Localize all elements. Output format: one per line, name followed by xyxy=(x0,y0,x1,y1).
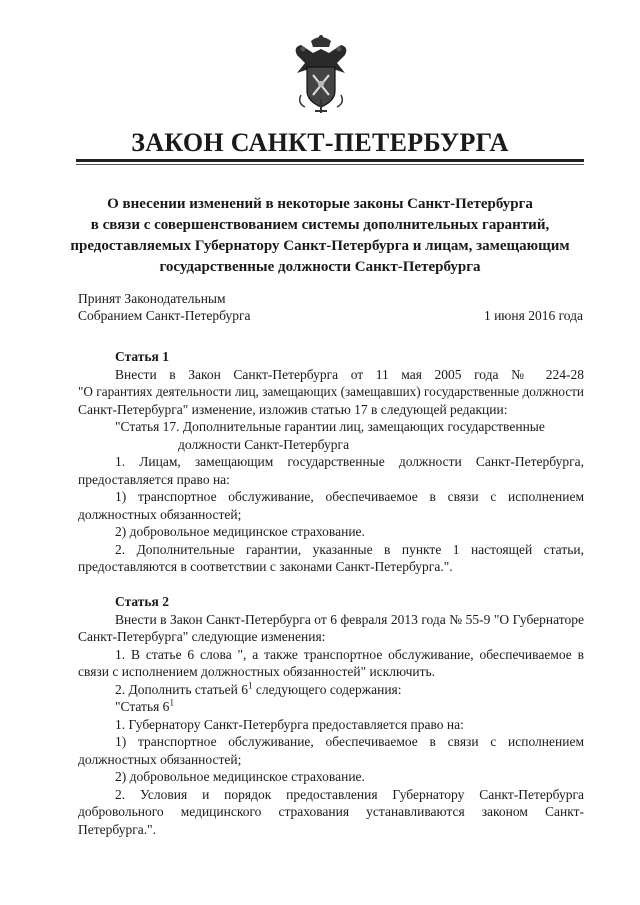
article-1-heading: Статья 1 xyxy=(115,349,169,364)
article-2-change-2 xyxy=(78,681,584,699)
law-subject xyxy=(60,194,580,278)
new-article-clause-2: 2. Условия и порядок предоставления Губернатору Санкт-Петербурга добровольного медицинского страхования устанавливаются законом Санкт-Петербурга.". xyxy=(78,786,584,837)
article-1-intro-line: Санкт-Петербурга" изменение, изложив статью 17 в следующей редакции: xyxy=(78,401,508,417)
new-article-item: 2) добровольное медицинское страхование. xyxy=(115,769,365,784)
new-article-text: "Статья 6 xyxy=(115,699,170,714)
law-body xyxy=(78,348,584,838)
new-article-title xyxy=(78,698,584,716)
quote-title-line: должности Санкт-Петербурга xyxy=(178,436,350,452)
article-1-intro-line: "О гарантиях деятельности лиц, замещающих (замещавших) государственные должности xyxy=(78,384,584,399)
title-divider-thin xyxy=(76,164,584,165)
clause-1-line: 1. Лицам, замещающим государственные должности Санкт-Петербурга, xyxy=(115,454,584,469)
title-divider xyxy=(76,159,584,162)
coat-of-arms-emblem xyxy=(289,33,353,115)
subject-line: в связи с совершенствованием системы дополнительных гарантий, xyxy=(90,217,550,233)
document-title: ЗАКОН САНКТ-ПЕТЕРБУРГА xyxy=(131,128,509,157)
new-article-clause-1: 1. Губернатору Санкт-Петербурга предоставляется право на: xyxy=(115,716,464,732)
adoption-date: 1 июня 2016 года xyxy=(483,308,583,323)
adopted-by-line1: Принят Законодательным xyxy=(78,291,226,306)
change-2-text: следующего содержания: xyxy=(252,681,402,697)
clause-1-item: 2) добровольное медицинское страхование. xyxy=(115,524,365,539)
adopted-by-line2: Собранием Санкт-Петербурга xyxy=(78,308,251,323)
quote-title-line: "Статья 17. Дополнительные гарантии лиц, замещающих государственные xyxy=(115,419,545,434)
change-2-text: 2. Дополнить статьей 6 xyxy=(115,681,248,697)
clause-2-line: 2. Дополнительные гарантии, указанные в пункте 1 настоящей статьи, xyxy=(115,541,584,557)
superscript: 1 xyxy=(169,697,174,708)
subject-line: государственные должности Санкт-Петербурга xyxy=(159,259,481,275)
superscript: 1 xyxy=(247,680,253,690)
adoption-info xyxy=(78,290,251,324)
clause-1-item: 1) транспортное обслуживание, обеспечиваемое в связи с исполнением должностных обязанностей; xyxy=(78,489,584,522)
article-2-intro: Внести в Закон Санкт-Петербурга от 6 февраля 2013 года № 55-9 "О Губернаторе Санкт-Петербурга" следующие изменения: xyxy=(78,611,584,644)
article-2-change-1: 1. В статье 6 слова ", а также транспортное обслуживание, обеспечиваемое в связи с исполнением должностных обязанностей" исключить. xyxy=(78,646,584,679)
article-2-heading: Статья 2 xyxy=(115,594,169,609)
new-article-item: 1) транспортное обслуживание, обеспечиваемое в связи с исполнением должностных обязанностей; xyxy=(78,734,584,767)
article-1-intro-line: Внести в Закон Санкт-Петербурга от 11 мая 2005 года № 224-28 xyxy=(115,366,584,382)
clause-1-line: предоставляется право на: xyxy=(78,471,230,487)
clause-2-line: предоставляются в соответствии с законами Санкт-Петербурга.". xyxy=(78,559,453,574)
subject-line: предоставляемых Губернатору Санкт-Петербурга и лицам, замещающим xyxy=(70,238,570,254)
subject-line: О внесении изменений в некоторые законы Санкт-Петербурга xyxy=(107,196,533,212)
